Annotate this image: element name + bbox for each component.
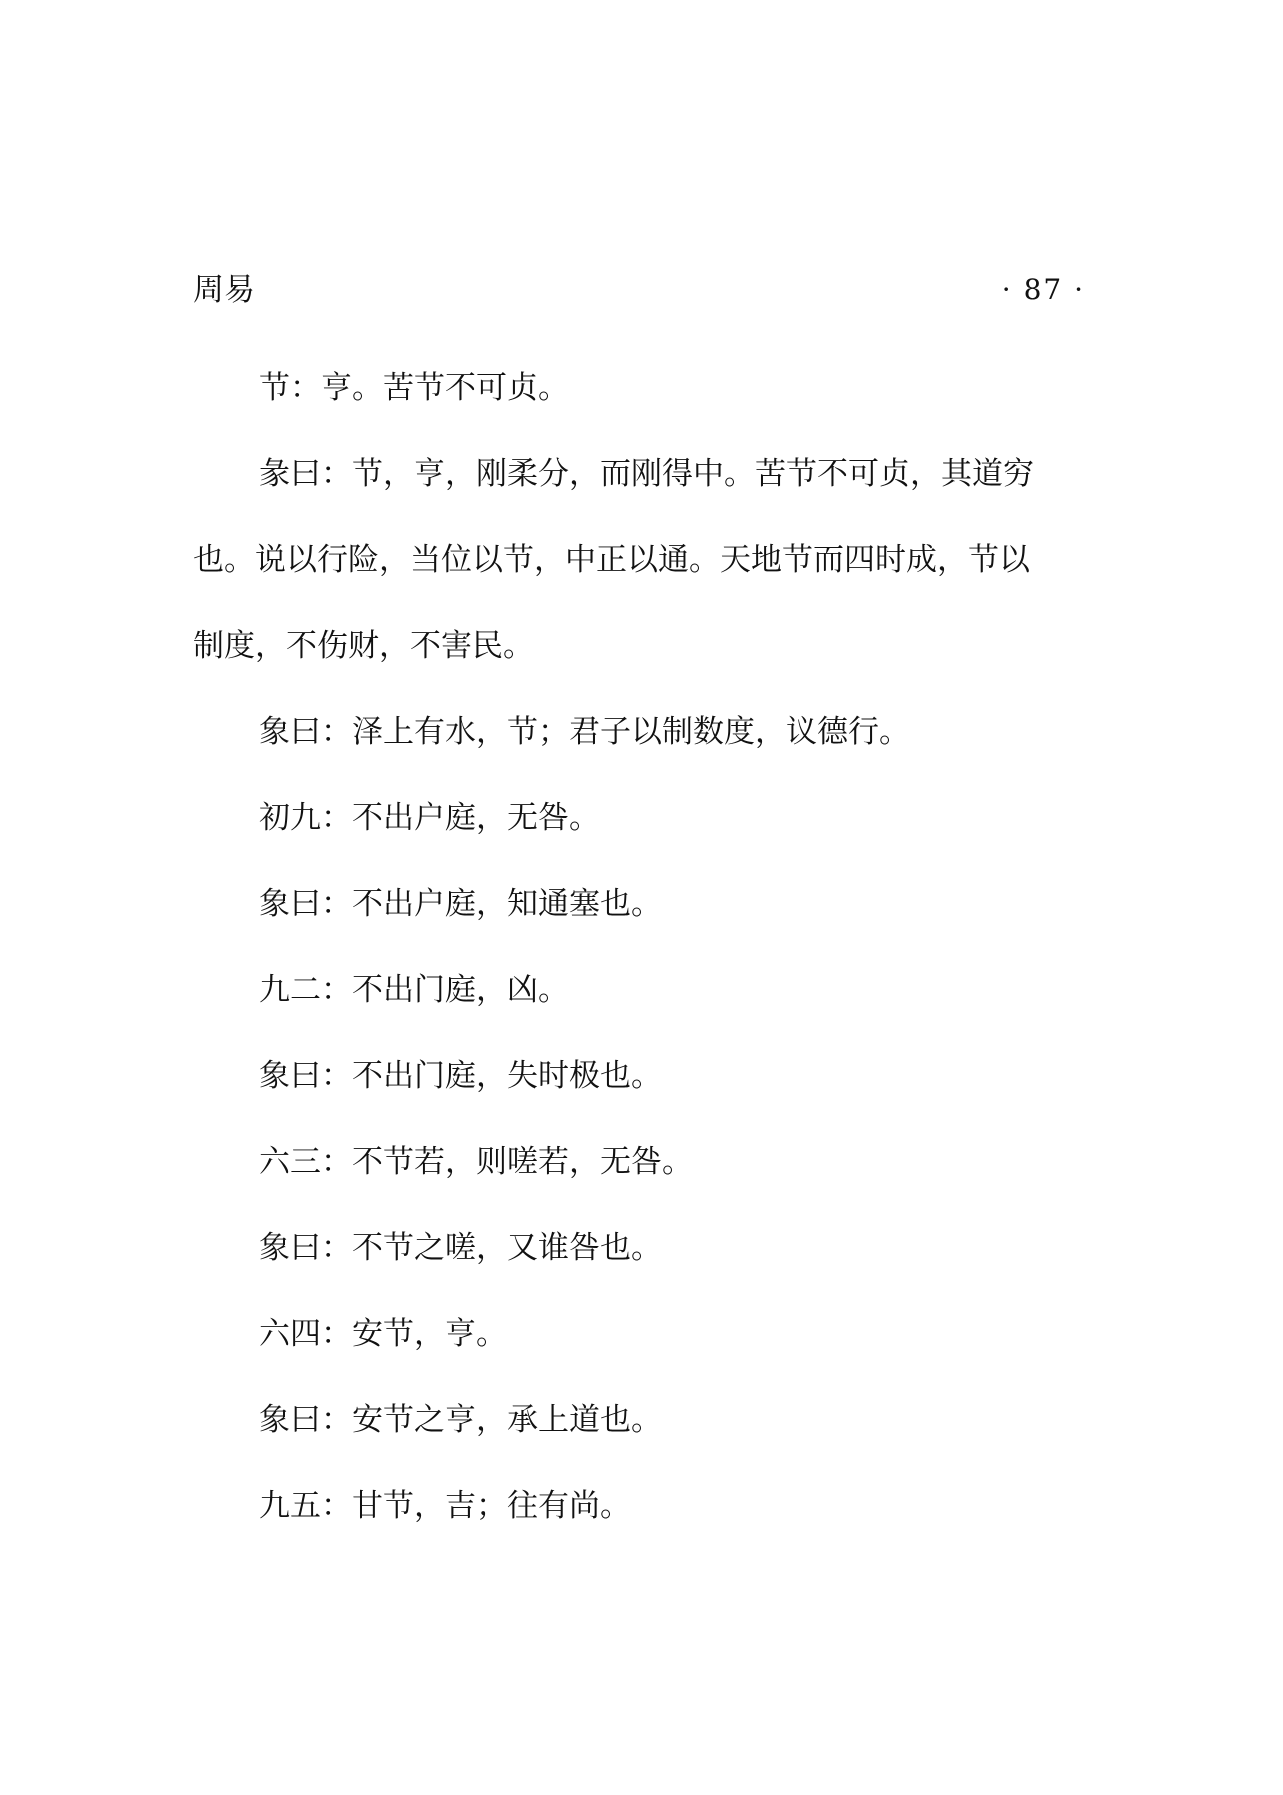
paragraph-line: 制度，不伤财，不害民。 bbox=[193, 628, 534, 664]
page-number: · 87 · bbox=[1001, 273, 1085, 306]
paragraph-line-commentary: 象曰：不出户庭，知通塞也。 bbox=[259, 886, 662, 922]
paragraph-line-commentary: 象曰：不出门庭，失时极也。 bbox=[259, 1058, 662, 1094]
page-header bbox=[193, 266, 1085, 314]
paragraph-image-commentary: 象曰：泽上有水，节；君子以制数度，议德行。 bbox=[259, 714, 910, 750]
paragraph-line-commentary: 象曰：不节之嗟，又谁咎也。 bbox=[259, 1230, 662, 1266]
running-title: 周易 bbox=[193, 272, 255, 308]
paragraph-line-text: 六三：不节若，则嗟若，无咎。 bbox=[259, 1144, 693, 1180]
paragraph-line-text: 九五：甘节，吉；往有尚。 bbox=[259, 1488, 631, 1524]
paragraph-judgment: 节：亨。苦节不可贞。 bbox=[259, 370, 569, 406]
paragraph-line: 也。说以行险，当位以节，中正以通。天地节而四时成，节以 bbox=[193, 542, 1030, 578]
paragraph-line-commentary: 象曰：安节之亨，承上道也。 bbox=[259, 1402, 662, 1438]
paragraph-line-text: 六四：安节，亨。 bbox=[259, 1316, 507, 1352]
body-text bbox=[193, 345, 1085, 1549]
paragraph-line-text: 初九：不出户庭，无咎。 bbox=[259, 800, 600, 836]
paragraph-line-text: 九二：不出门庭，凶。 bbox=[259, 972, 569, 1008]
paragraph-tuan-commentary bbox=[193, 431, 1085, 689]
paragraph-line: 彖曰：节，亨，刚柔分，而刚得中。苦节不可贞，其道穷 bbox=[259, 456, 1034, 492]
